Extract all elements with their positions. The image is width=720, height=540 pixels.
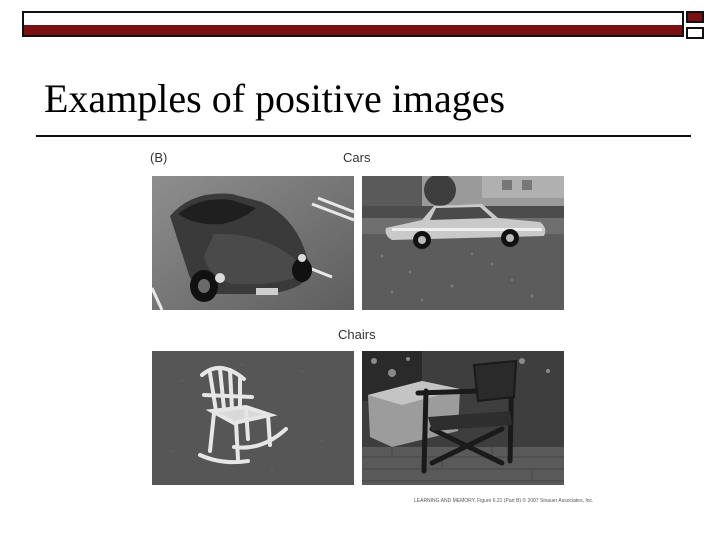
header-corner-box-bottom: [686, 27, 704, 39]
slide-title: Examples of positive images: [44, 76, 506, 121]
figure-caption: LEARNING AND MEMORY, Figure 6.21 (Part B) © 2007 Sinauer Associates, Inc.: [414, 498, 594, 504]
car-photo-vintage-car: [362, 176, 564, 310]
header-corner-box-top: [686, 11, 704, 23]
section-label-chairs: Chairs: [338, 327, 376, 342]
section-label-cars: Cars: [343, 150, 371, 165]
title-underline: [36, 135, 691, 137]
car-photo-sports-car: [152, 176, 354, 310]
chair-photo-directors-chair: [362, 351, 564, 485]
header-bar-stripe: [24, 25, 682, 35]
figure-panel-label: (B): [150, 150, 168, 165]
header-bar: [22, 11, 684, 37]
chair-photo-rocking-chair: [152, 351, 354, 485]
